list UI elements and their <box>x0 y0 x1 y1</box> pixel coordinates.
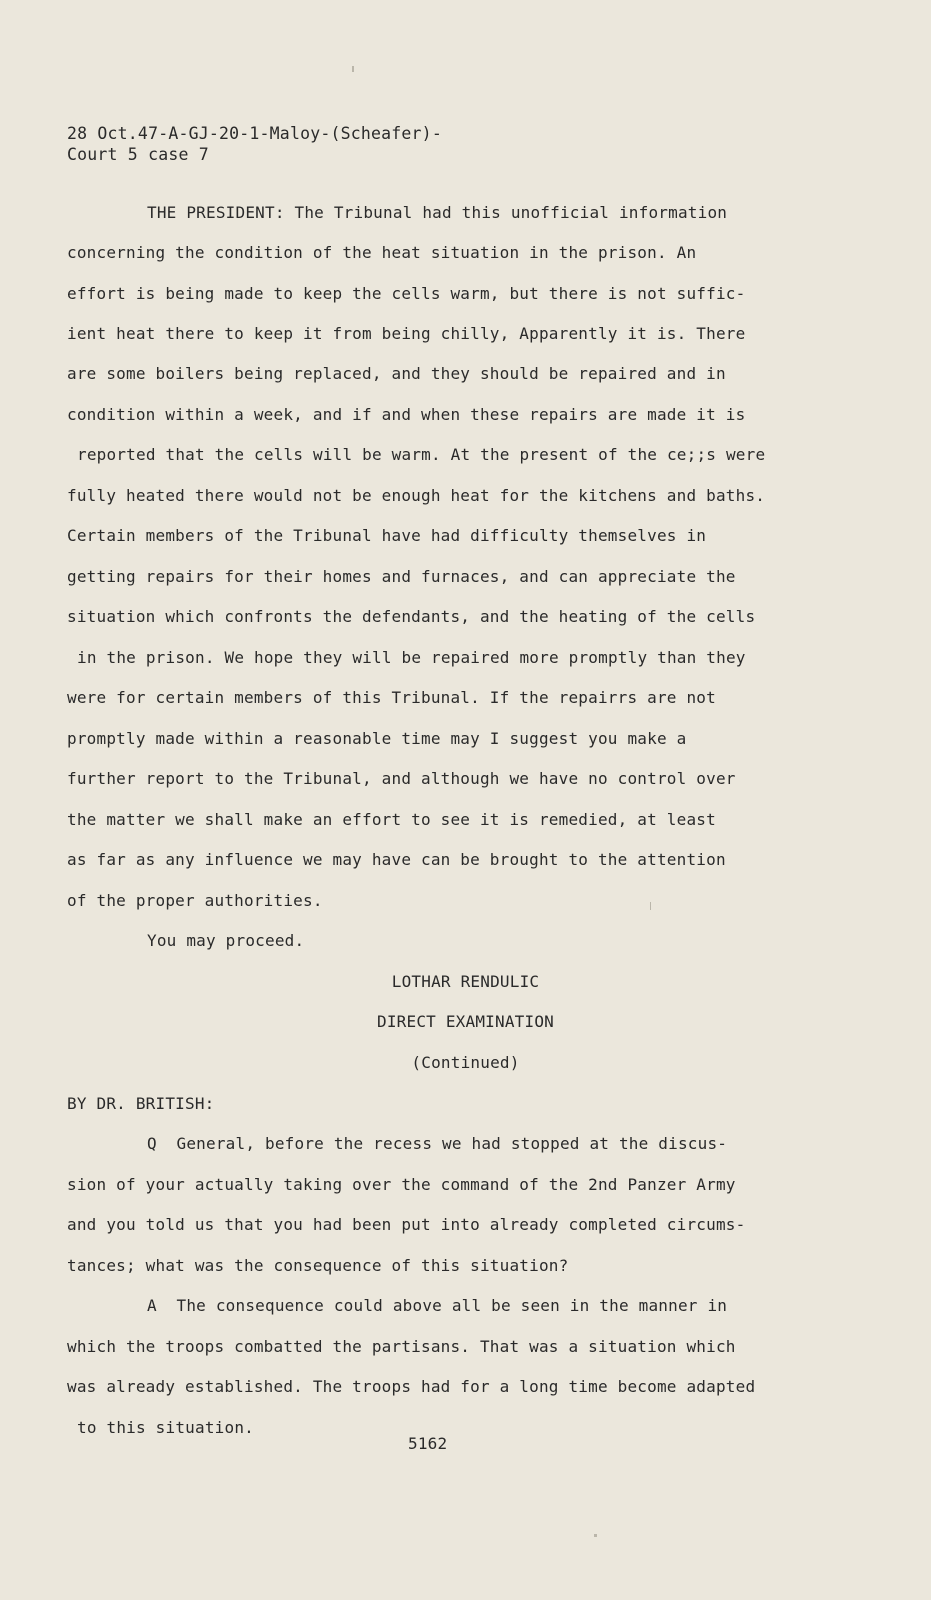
body-line: effort is being made to keep the cells warm, but there is not suffic- <box>67 284 746 303</box>
body-line: getting repairs for their homes and furnaces, and can appreciate the <box>67 567 736 586</box>
body-line: condition within a week, and if and when these repairs are made it is <box>67 405 746 424</box>
body-line: situation which confronts the defendants, and the heating of the cells <box>67 607 756 626</box>
body-line: of the proper authorities. <box>67 891 323 910</box>
body-line: reported that the cells will be warm. At the present of the ce;;s were <box>77 445 766 464</box>
body-line: further report to the Tribunal, and although we have no control over <box>67 769 736 788</box>
document-header-line-2: Court 5 case 7 <box>67 145 209 164</box>
question-line: sion of your actually taking over the command of the 2nd Panzer Army <box>67 1175 736 1194</box>
body-line: ient heat there to keep it from being chilly, Apparently it is. There <box>67 324 746 343</box>
body-line: in the prison. We hope they will be repaired more promptly than they <box>77 648 746 667</box>
answer-line: which the troops combatted the partisans. That was a situation which <box>67 1337 736 1356</box>
question-line: tances; what was the consequence of this situation? <box>67 1256 569 1275</box>
body-line: fully heated there would not be enough heat for the kitchens and baths. <box>67 486 766 505</box>
body-line: promptly made within a reasonable time may I suggest you make a <box>67 729 687 748</box>
proceed-line: You may proceed. <box>147 931 305 950</box>
body-line: THE PRESIDENT: The Tribunal had this unofficial information <box>147 203 728 222</box>
body-line: as far as any influence we may have can be brought to the attention <box>67 850 726 869</box>
document-header-line-1: 28 Oct.47-A-GJ-20-1-Maloy-(Scheafer)- <box>67 124 442 143</box>
answer-line: was already established. The troops had for a long time become adapted <box>67 1377 756 1396</box>
examination-heading: DIRECT EXAMINATION <box>377 1012 554 1031</box>
body-line: were for certain members of this Tribunal. If the repairrs are not <box>67 688 716 707</box>
ink-speck <box>352 66 354 72</box>
question-line: and you told us that you had been put into already completed circums- <box>67 1215 746 1234</box>
page-number: 5162 <box>408 1434 448 1453</box>
witness-name: LOTHAR RENDULIC <box>391 972 540 991</box>
body-line: are some boilers being replaced, and they should be repaired and in <box>67 364 726 383</box>
body-line: Certain members of the Tribunal have had difficulty themselves in <box>67 526 707 545</box>
body-line: concerning the condition of the heat situation in the prison. An <box>67 243 697 262</box>
continued-label: (Continued) <box>411 1053 520 1072</box>
examiner-label: BY DR. BRITISH: <box>67 1094 215 1113</box>
ink-speck <box>594 1534 597 1537</box>
answer-line: to this situation. <box>77 1418 254 1437</box>
body-line: the matter we shall make an effort to see it is remedied, at least <box>67 810 716 829</box>
question-line: Q General, before the recess we had stopped at the discus- <box>147 1134 728 1153</box>
answer-line: A The consequence could above all be seen in the manner in <box>147 1296 728 1315</box>
ink-speck <box>650 902 651 910</box>
